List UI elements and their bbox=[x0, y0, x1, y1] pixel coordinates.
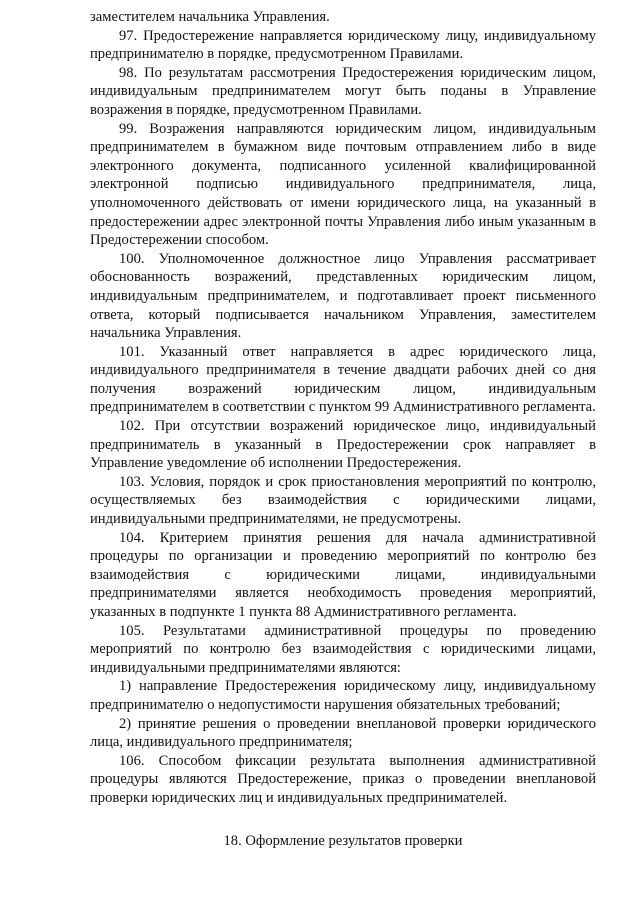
paragraph-103: 103. Условия, порядок и срок приостановления мероприятий по контролю, осуществляемых без взаимодействия с юридическими лицами, индивидуальными предпринимателями, не предусмотрены. bbox=[90, 473, 596, 528]
list-item-1: 1) направление Предостережения юридическому лицу, индивидуальному предпринимателю о недопустимости нарушения обязательных требований; bbox=[90, 678, 596, 713]
paragraph-100: 100. Уполномоченное должностное лицо Управления рассматривает обоснованность возражений, представленных юридическим лицом, индивидуальным предпринимателем, и подготавливает проект письменного ответа, который подписывается начальником Управления, заместителем начальника Управления. bbox=[90, 250, 596, 342]
paragraph-106: 106. Способом фиксации результата выполнения административной процедуры являются Предостережение, приказ о проведении внеплановой проверки юридических лиц и индивидуальных предпринимателей. bbox=[90, 752, 596, 806]
paragraph-99: 99. Возражения направляются юридическим лицом, индивидуальным предпринимателем в бумажном виде почтовым отправлением либо в виде электронного документа, подписанного усиленной квалифицированной электронной подписью индивидуального предпринимателя, лица, уполномоченного действовать от имени юридического лица, на указанный в предостережении адрес электронной почты Управления либо иным указанным в Предостережении способом. bbox=[90, 120, 596, 249]
paragraph-continuation: заместителем начальника Управления. bbox=[90, 9, 330, 25]
paragraph-102: 102. При отсутствии возражений юридическое лицо, индивидуальный предприниматель в указанный в Предостережении срок направляет в Управление уведомление об исполнении Предостережения. bbox=[90, 418, 596, 472]
document-page bbox=[90, 8, 596, 850]
section-heading: 18. Оформление результатов проверки bbox=[223, 832, 463, 849]
paragraph-105: 105. Результатами административной процедуры по проведению мероприятий по контролю без взаимодействия с юридическими лицами, индивидуальными предпринимателями являются: bbox=[90, 622, 596, 676]
paragraph-98: 98. По результатам рассмотрения Предостережения юридическим лицом, индивидуальным предпринимателем могут быть поданы в Управление возражения в порядке, предусмотренном Правилами. bbox=[90, 64, 596, 118]
list-item-2: 2) принятие решения о проведении внеплановой проверки юридического лица, индивидуального предпринимателя; bbox=[90, 715, 596, 751]
paragraph-97: 97. Предостережение направляется юридическому лицу, индивидуальному предпринимателю в порядке, предусмотренном Правилами. bbox=[90, 27, 596, 63]
paragraph-101: 101. Указанный ответ направляется в адрес юридического лица, индивидуального предпринимателя в течение двадцати рабочих дней со дня получения возражений юридическим лицом, индивидуальным предпринимателем в соответствии с пунктом 99 Административного регламента. bbox=[90, 343, 596, 416]
paragraph-104: 104. Критерием принятия решения для начала административной процедуры по организации и проведению мероприятий по контролю без взаимодействия с юридическими лицами, индивидуальными предпринимателями является необходимость проведения мероприятий, указанных в подпункте 1 пункта 88 Административного регламента. bbox=[90, 529, 596, 620]
